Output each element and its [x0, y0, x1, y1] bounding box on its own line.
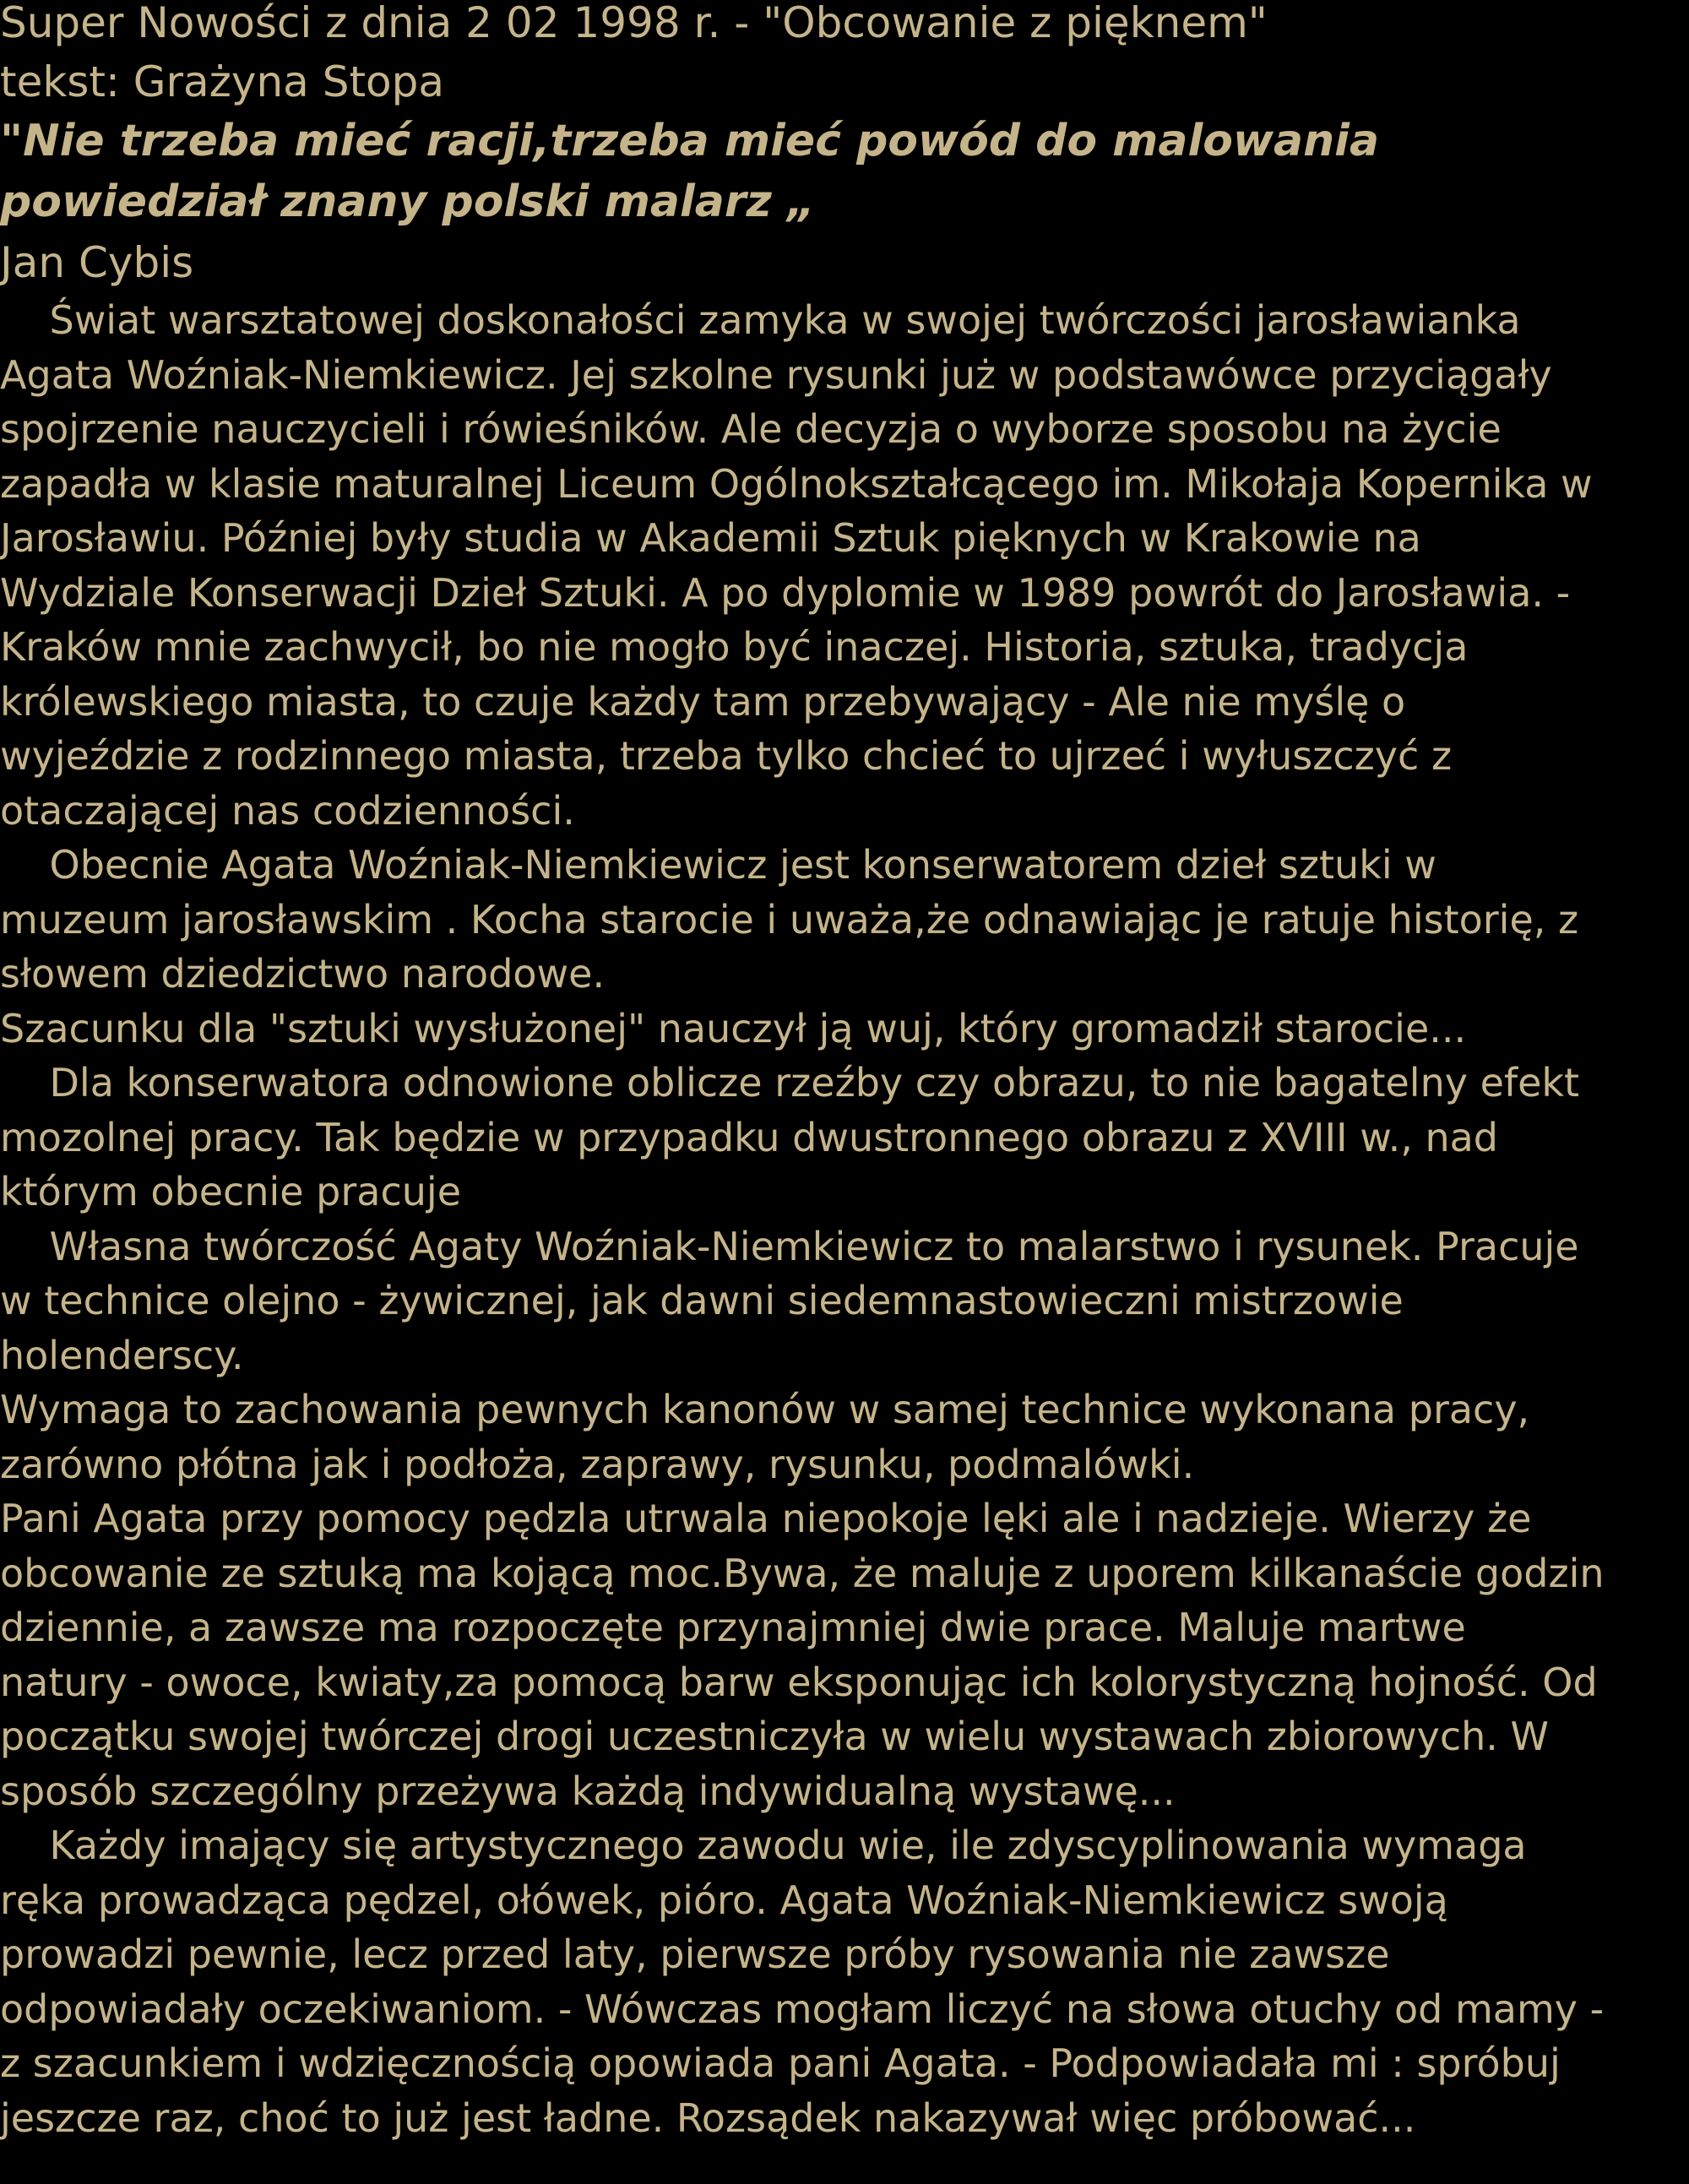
body-line: Pani Agata przy pomocy pędzla utrwala niepokoje lęki ale i nadzieje. Wierzy że	[0, 1496, 1532, 1541]
body-line: Dla konserwatora odnowione oblicze rzeźby czy obrazu, to nie bagatelny efekt	[0, 1060, 1580, 1106]
body-line: dziennie, a zawsze ma rozpoczęte przynajmniej dwie prace. Maluje martwe	[0, 1605, 1466, 1650]
body-line: spojrzenie nauczycieli i rówieśników. Ale decyzja o wyborze sposobu na życie	[0, 406, 1502, 452]
quote-attribution: Jan Cybis	[0, 238, 194, 287]
body-line: obcowanie ze sztuką ma kojącą moc.Bywa, że maluje z uporem kilkanaście godzin	[0, 1551, 1605, 1596]
quote-line-2: powiedział znany polski malarz „	[0, 177, 816, 227]
body-line: Własna twórczość Agaty Woźniak-Niemkiewicz to malarstwo i rysunek. Pracuje	[0, 1224, 1579, 1269]
body-line: z szacunkiem i wdzięcznością opowiada pani Agata. - Podpowiadała mi : spróbuj	[0, 2040, 1561, 2086]
body-line: Wydziale Konserwacji Dzieł Sztuki. A po dyplomie w 1989 powrót do Jarosławia. -	[0, 570, 1571, 616]
body-line: Jarosławiu. Później były studia w Akademii Sztuk pięknych w Krakowie na	[0, 515, 1421, 561]
body-line: muzeum jarosławskim . Kocha starocie i uważa,że odnawiając je ratuje historię, z	[0, 897, 1579, 943]
body-line: Kraków mnie zachwycił, bo nie mogło być inaczej. Historia, sztuka, tradycja	[0, 624, 1469, 670]
body-line: natury - owoce, kwiaty,za pomocą barw eksponując ich kolorystyczną hojność. Od	[0, 1660, 1598, 1705]
body-line: początku swojej twórczej drogi uczestniczyła w wielu wystawach zbiorowych. W	[0, 1714, 1550, 1759]
body-line: otaczającej nas codzienności.	[0, 788, 575, 834]
source-line: Super Nowości z dnia 2 02 1998 r. - "Obcowanie z pięknem"	[0, 0, 1268, 47]
body-line: Szacunku dla "sztuki wysłużonej" nauczył ją wuj, który gromadził starocie...	[0, 1006, 1467, 1051]
body-line: królewskiego miasta, to czuje każdy tam przebywający - Ale nie myślę o	[0, 679, 1406, 725]
body-line: Wymaga to zachowania pewnych kanonów w samej technice wykonana pracy,	[0, 1387, 1530, 1432]
body-line: zapadła w klasie maturalnej Liceum Ogólnokształcącego im. Mikołaja Kopernika w	[0, 461, 1593, 507]
body-line: Agata Woźniak-Niemkiewicz. Jej szkolne rysunki już w podstawówce przyciągały	[0, 352, 1552, 398]
body-line: słowem dziedzictwo narodowe.	[0, 951, 606, 997]
body-line: jeszcze raz, choć to już jest ładne. Rozsądek nakazywał więc próbować...	[0, 2095, 1416, 2141]
author-line: tekst: Grażyna Stopa	[0, 57, 445, 106]
body-line: sposób szczególny przeżywa każdą indywidualną wystawę...	[0, 1768, 1176, 1814]
body-line: Każdy imający się artystycznego zawodu wie, ile zdyscyplinowania wymaga	[0, 1823, 1527, 1868]
body-line: mozolnej pracy. Tak będzie w przypadku dwustronnego obrazu z XVIII w., nad	[0, 1115, 1499, 1160]
quote-line-1: "Nie trzeba mieć racji,trzeba mieć powód do malowania	[0, 116, 1380, 166]
body-line: zarówno płótna jak i podłoża, zaprawy, rysunku, podmalówki.	[0, 1442, 1195, 1487]
body-line: Obecnie Agata Woźniak-Niemkiewicz jest konserwatorem dzieł sztuki w	[0, 842, 1436, 888]
body-line: wyjeździe z rodzinnego miasta, trzeba tylko chcieć to ujrzeć i wyłuszczyć z	[0, 733, 1453, 779]
body-line: Świat warsztatowej doskonałości zamyka w swojej twórczości jarosławianka	[0, 297, 1521, 343]
body-line: prowadzi pewnie, lecz przed laty, pierwsze próby rysowania nie zawsze	[0, 1931, 1390, 1977]
body-line: odpowiadały oczekiwaniom. - Wówczas mogłam liczyć na słowa otuchy od mamy -	[0, 1986, 1605, 2032]
body-line: holenderscy.	[0, 1333, 244, 1378]
body-line: ręka prowadząca pędzel, ołówek, pióro. Agata Woźniak-Niemkiewicz swoją	[0, 1877, 1448, 1923]
body-line: którym obecnie pracuje	[0, 1169, 462, 1214]
body-line: w technice olejno - żywicznej, jak dawni siedemnastowieczni mistrzowie	[0, 1278, 1404, 1323]
